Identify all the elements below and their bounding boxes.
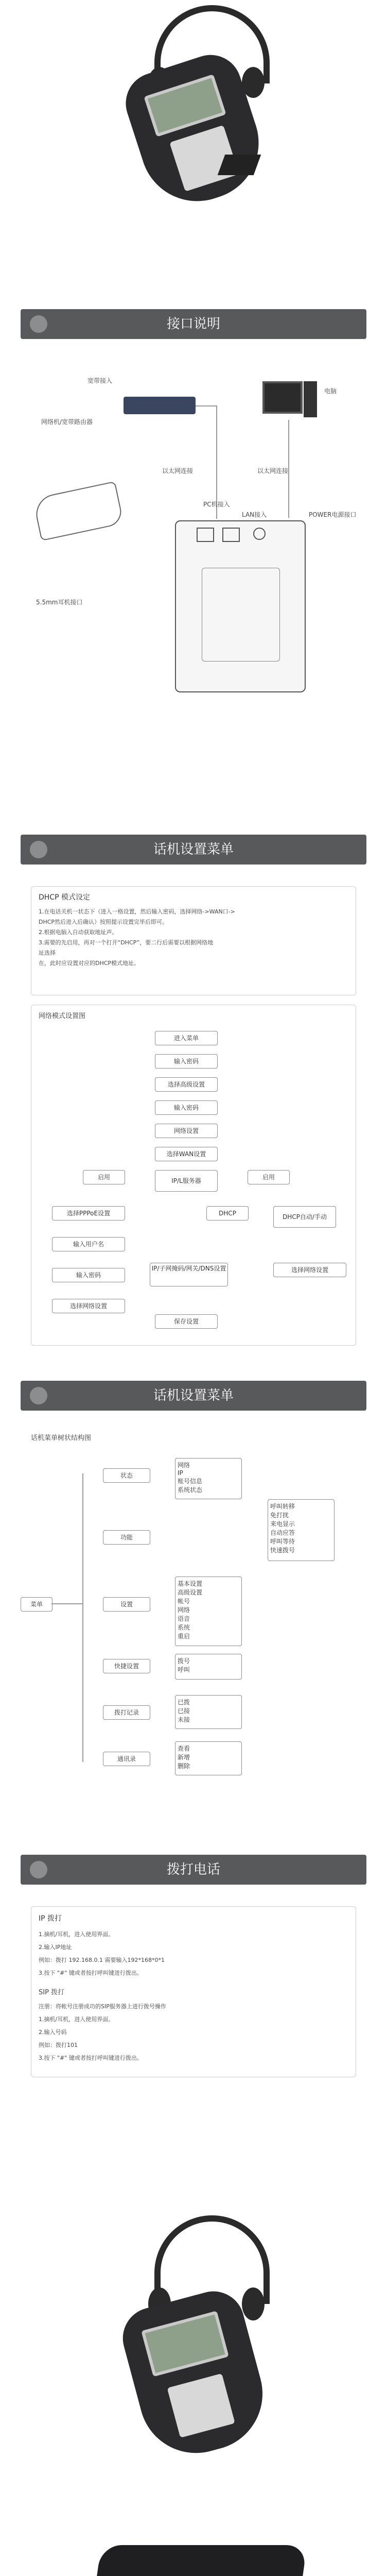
tree-node: 进入菜单 [155,1031,218,1045]
menu-level1: 功能 [103,1530,150,1545]
phone-stand [218,155,261,175]
label-power-port: POWER电源接口 [309,511,357,518]
router-icon [124,397,196,414]
computer-tower-icon [304,381,317,417]
status-items [175,1458,242,1499]
quick-item: 呼叫 [178,1666,190,1673]
log-items [175,1695,242,1729]
back-panel-inner [202,568,280,662]
tree-connector [51,1603,82,1604]
menu-root: 菜单 [21,1597,52,1612]
tree-node: 启用 [83,1170,125,1184]
label-broadband: 宽带接入 [87,377,113,384]
contacts-item: 查看 [178,1745,190,1752]
cable-line [288,420,289,518]
section-banner-menu1 [21,835,366,865]
tree-node: DHCP [206,1206,249,1221]
section-banner-menu2 [21,1381,366,1411]
product-photo-front [0,2514,387,2576]
menu-level1: 设置 [103,1597,150,1612]
tree-node: 输入密码 [155,1100,218,1115]
phone-screen [141,2311,229,2377]
label-ethernet: 以太网连接 [257,467,289,474]
network-tree-card [31,1005,356,1346]
menu-level1: 通讯录 [103,1752,150,1766]
tree-node: 启用 [248,1170,290,1184]
menu-level1: 拨打记录 [103,1705,150,1720]
phone-body [74,2545,307,2576]
tree-node: 输入密码 [52,1268,125,1282]
log-item: 已接 [178,1707,190,1715]
dhcp-line: 3.需要的先启用，再对一个打开“DHCP”，要二行后需要以根据网络地 [39,939,214,946]
dhcp-line: 2.根据电脑入自动获取地址声。 [39,929,118,936]
tree-node: 选择PPPoE设置 [52,1206,125,1221]
keypad [167,2374,235,2438]
section-title: 话机设置菜单 [153,1388,234,1403]
network-tree-title: 网络模式设置图 [39,1012,86,1020]
phone-back-panel [175,520,306,692]
tree-node: 输入密码 [155,1054,218,1069]
dial-card [31,1906,356,2077]
status-item: IP [178,1469,183,1477]
tree-connector [82,1473,83,1762]
product-photo-headset [0,2205,387,2494]
cable-line [196,405,216,406]
dial-line: 3.按下 "#" 键或者按打呼叫键进行拨出。 [39,1970,143,1976]
dial-line: 2.输入IP地址 [39,1944,72,1951]
contacts-items [175,1741,242,1775]
port-lan [222,528,240,542]
tree-node: 选择WAN设置 [155,1147,218,1161]
function-item: 来电显示 [270,1520,295,1528]
function-items [268,1499,335,1561]
dial-line: 1.摘机/耳机，进入使用界面。 [39,2016,114,2023]
dial-line: 2.输入号码 [39,2029,67,2036]
menu-level1: 快捷设置 [103,1659,150,1673]
label-lan-port: LAN接入 [242,511,267,518]
computer-icon [262,381,303,414]
status-item: 网络 [178,1462,190,1469]
dhcp-line: 在，此时应设置对应的DHCP模式地址。 [39,960,140,967]
tree-node: 选择高级设置 [155,1077,218,1092]
settings-item: 基本设置 [178,1580,203,1587]
dhcp-line: 址选择 [39,950,56,956]
tree-node: 网络设置 [155,1124,218,1138]
port-pc [197,528,214,542]
tree-node: IP/子网掩码/网关/DNS设置 [150,1263,228,1286]
tree-node: 选择网络设置 [273,1263,346,1277]
dial-line: 注册：将帐号注册成功的SIP服务器上进行拨号操作 [39,2003,166,2010]
dial-line: SIP 拨打 [39,1989,65,1996]
dial-line: 3.按下 "#" 键或者按打呼叫键进行拨出。 [39,2055,143,2061]
log-item: 未接 [178,1716,190,1723]
menu-level1: 状态 [103,1468,150,1483]
dial-title: IP 拨打 [39,1914,62,1923]
dhcp-title: DHCP 模式设定 [39,893,90,902]
label-pc-port: PC机接入 [203,501,230,508]
banner-bullet [30,315,47,333]
section-title: 话机设置菜单 [153,842,234,857]
function-item: 呼叫转移 [270,1503,295,1510]
settings-items [175,1577,242,1646]
settings-item: 高级设置 [178,1589,203,1596]
dhcp-line: 1.在电话关机一状态下（进入一格设置，然后输入密码，选择网络->WAN口-> [39,908,235,915]
banner-bullet [30,1861,47,1878]
status-item: 账号信息 [178,1478,203,1485]
banner-bullet [30,1387,47,1404]
tree-node: IP/L服务器 [155,1170,218,1192]
contacts-item: 新增 [178,1754,190,1761]
settings-item: 网络 [178,1606,190,1614]
function-item: 自动应答 [270,1529,295,1536]
function-item: 呼叫等待 [270,1538,295,1545]
dhcp-line: DHCP然后进入后确认）按照提示设置完毕后即可。 [39,919,168,925]
function-item: 快速拨号 [270,1547,295,1554]
settings-item: 重启 [178,1633,190,1640]
quick-items [175,1654,242,1680]
headset-ear-cup [242,2287,265,2320]
dial-line: 例如：拨打 192.168.0.1 需要输入192*168*0*1 [39,1957,165,1963]
menu-tree [0,1427,387,1819]
label-headset-jack: 5.5mm耳机接口 [36,599,83,606]
interface-diagram [0,355,387,799]
label-ethernet: 以太网连接 [162,467,194,474]
settings-item: 系统 [178,1624,190,1631]
section-title: 接口说明 [166,316,220,332]
banner-bullet [30,841,47,858]
hero-product-photo [0,0,387,216]
label-computer: 电脑 [324,387,337,395]
dial-line: 例如：拨打101 [39,2042,78,2048]
tree-node: DHCP自动/手动 [273,1206,336,1228]
section-title: 拨打电话 [166,1862,220,1877]
label-router: 网络机/宽带路由器 [41,418,93,426]
tree-node: 输入用户名 [52,1237,125,1251]
section-banner-interface [21,309,366,339]
status-item: 系统状态 [178,1486,203,1494]
port-power [253,528,266,540]
settings-item: 帐号 [178,1598,190,1605]
quick-item: 拨号 [178,1657,190,1665]
settings-item: 语音 [178,1615,190,1622]
tree-node: 保存设置 [155,1314,218,1329]
tree-node: 选择网络设置 [52,1299,125,1313]
section-banner-dial [21,1855,366,1885]
dhcp-card [31,886,356,995]
function-item: 免打扰 [270,1512,289,1519]
dial-line: 1.摘机/耳机，进入使用界面。 [39,1931,114,1938]
handset-sketch-icon [32,481,124,541]
menu-tree-title: 话机菜单树状结构图 [31,1434,92,1442]
log-item: 已拨 [178,1699,190,1706]
contacts-item: 删除 [178,1762,190,1770]
